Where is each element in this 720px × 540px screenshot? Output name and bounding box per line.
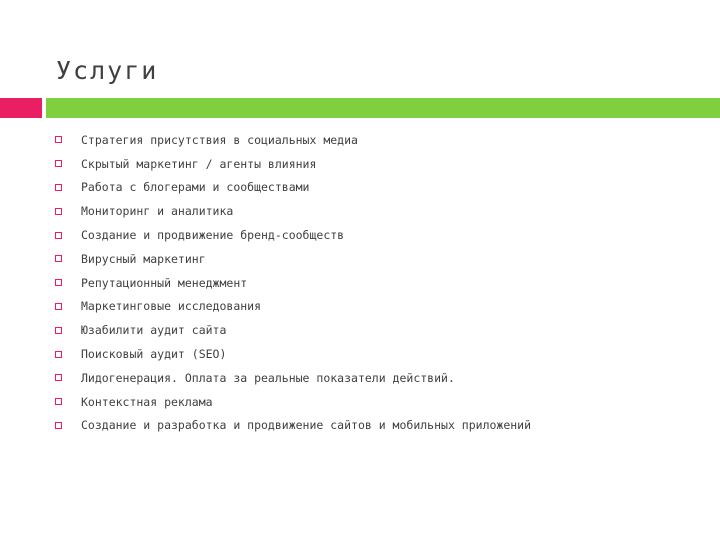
- list-item-label: Скрытый маркетинг / агенты влияния: [81, 156, 317, 171]
- square-bullet-icon: [55, 374, 62, 381]
- square-bullet-icon: [55, 136, 62, 143]
- square-bullet-icon: [55, 160, 62, 167]
- slide-title: Услуги: [56, 56, 159, 85]
- list-item-label: Создание и продвижение бренд-сообществ: [81, 228, 345, 243]
- list-item-label: Маркетинговые исследования: [81, 299, 262, 314]
- list-item-label: Репутационный менеджмент: [81, 275, 248, 290]
- square-bullet-icon: [55, 208, 62, 215]
- list-item-label: Стратегия присутствия в социальных медиа: [81, 132, 358, 147]
- accent-bar-green: [46, 98, 720, 118]
- square-bullet-icon: [55, 184, 62, 191]
- list-item-label: Работа с блогерами и сообществами: [81, 180, 310, 195]
- list-item-label: Юзабилити аудит сайта: [81, 323, 227, 338]
- square-bullet-icon: [55, 279, 62, 286]
- square-bullet-icon: [55, 303, 62, 310]
- list-item-label: Вирусный маркетинг: [81, 251, 206, 266]
- square-bullet-icon: [55, 422, 62, 429]
- square-bullet-icon: [55, 327, 62, 334]
- list-item-label: Мониторинг и аналитика: [81, 204, 234, 219]
- list-item-label: Лидогенерация. Оплата за реальные показатели действий.: [81, 370, 455, 385]
- square-bullet-icon: [55, 351, 62, 358]
- square-bullet-icon: [55, 232, 62, 239]
- list-item-label: Создание и разработка и продвижение сайтов и мобильных приложений: [81, 418, 532, 433]
- square-bullet-icon: [55, 255, 62, 262]
- list-item-label: Поисковый аудит (SEO): [81, 347, 227, 362]
- accent-bar-pink: [0, 98, 42, 118]
- square-bullet-icon: [55, 398, 62, 405]
- list-item-label: Контекстная реклама: [81, 394, 213, 409]
